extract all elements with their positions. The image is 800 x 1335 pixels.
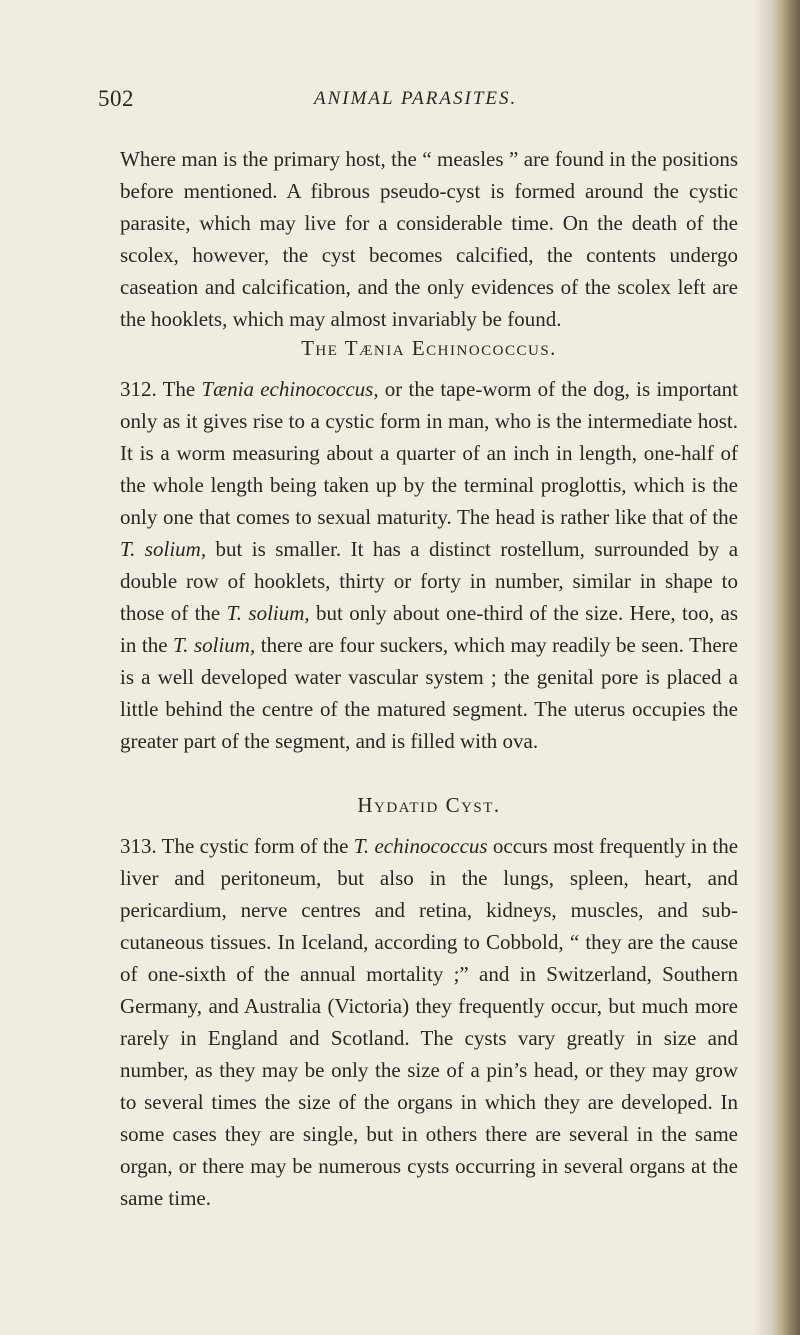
page-header [98,86,738,122]
paragraph-number: 312. [120,377,157,401]
paragraph-text: occurs most frequently in the liver and peritoneum, but also in the lungs, spleen, heart, and pericardium, nerve centres and retina, kidneys, muscles, and sub-cutaneous tissues. In Iceland, according to Cobbold, “ they are the cause of one-sixth of the annual mortality ;” and in Switzerland, Southern Germany, and Australia (Victoria) they frequently occur, but much more rarely in England and Scotland. The cysts vary greatly in size and number, as they may be only the size of a pin’s head, or they may grow to several times the size of the organs in which they are developed. In some cases they are single, but in others there are several in the same organ, or there may be numerous cysts occurring in several organs at the same time. [120,834,739,1210]
book-spine-edge [772,0,800,1335]
paragraph-number: 313. [120,834,157,858]
species-name: T. solium, [173,633,256,657]
paragraph-text: The [162,377,196,401]
species-name: T. solium, [120,537,207,561]
running-head: ANIMAL PARASITES. [314,88,518,109]
section-heading-taenia-echinococcus: The Tænia Echinococcus. [301,336,557,360]
paragraph-313 [120,830,738,1214]
species-name: Tænia echinococcus, [201,377,379,401]
paragraph-312 [120,373,738,757]
species-name: T. echinococcus [353,834,488,858]
paragraph-text: or the tape-worm of the dog, is important only as it gives rise to a cystic form in man, who is the intermediate host. It is a worm measuring about a quarter of an inch in length, one-half of the whole length being taken up by the terminal proglottis, which is the only one that comes to sexual maturity. The head is rather like that of the [120,377,738,529]
section-heading-hydatid-cyst: Hydatid Cyst. [357,793,501,817]
paragraph-text: but only about one-third of the size. Here, too, as in the [120,601,738,657]
paragraph-text: The cystic form of the [161,834,349,858]
paragraph-text: but is smaller. It has a distinct rostellum, surrounded by a double row of hooklets, thirty or forty in number, similar in shape to those of the [120,537,739,625]
page-number: 502 [98,86,134,111]
page-gutter-shadow [754,0,772,1335]
species-name: T. solium, [226,601,310,625]
paragraph-text: there are four suckers, which may readily be seen. There is a well developed water vascular system ; the genital pore is placed a little behind the centre of the matured segment. The uterus occupies the greater part of the segment, and is filled with ova. [120,633,738,753]
intro-paragraph: Where man is the primary host, the “ measles ” are found in the positions before mentioned. A fibrous pseudo-cyst is formed around the cystic parasite, which may live for a considerable time. On the death of the scolex, however, the cyst becomes calcified, the contents undergo caseation and calcification, and the only evidences of the scolex left are the hooklets, which may almost invariably be found. [120,147,738,331]
